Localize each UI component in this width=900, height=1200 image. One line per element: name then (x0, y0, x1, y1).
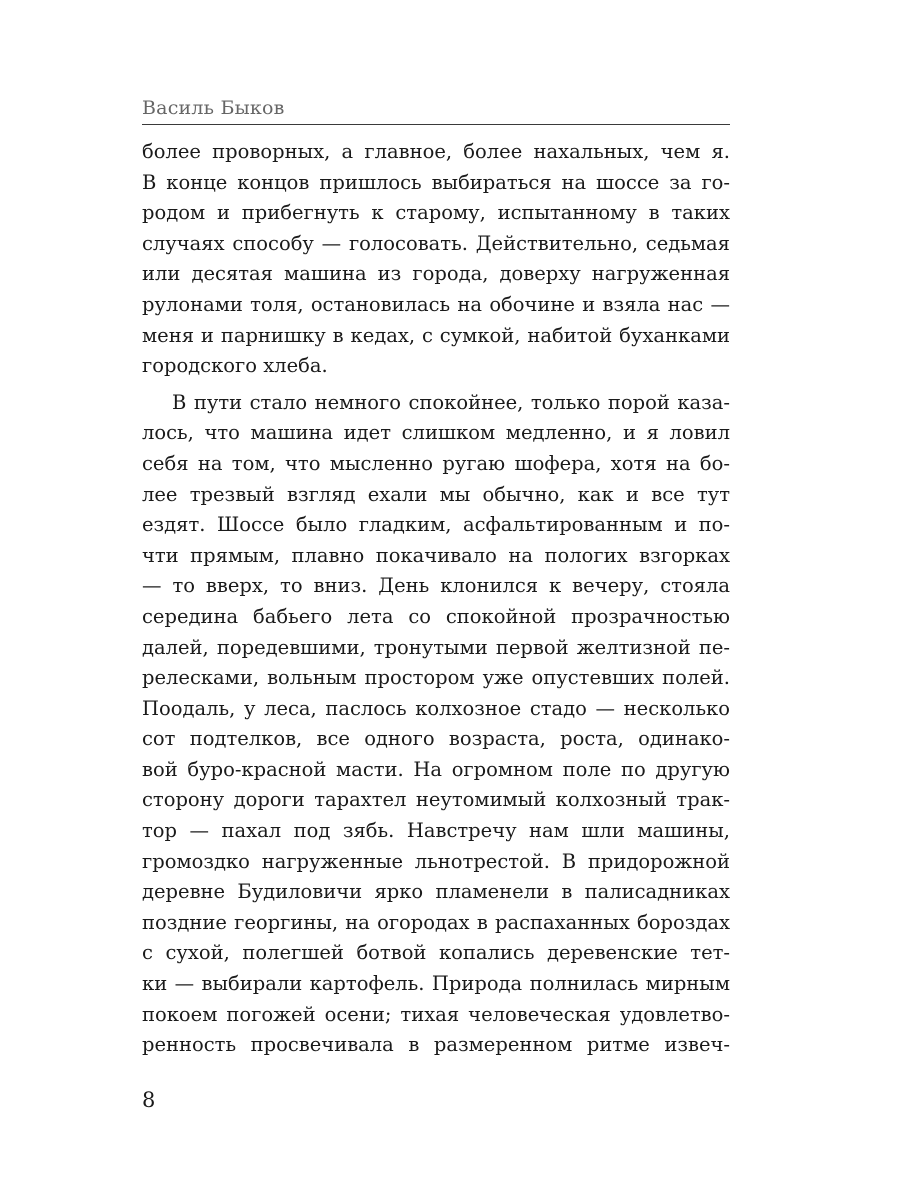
text-line: В конце концов пришлось выбираться на шоссе за го- (142, 170, 730, 194)
text-line: — то вверх, то вниз. День клонился к вечеру, стояла (142, 574, 730, 598)
text-line: релесками, вольным простором уже опустевших полей. (142, 666, 730, 690)
text-line: ренность просвечивала в размеренном ритме извеч- (142, 1033, 730, 1057)
text-line: себя на том, что мысленно ругаю шофера, хотя на бо- (142, 451, 730, 475)
text-line: далей, поредевшими, тронутыми первой желтизной пе- (142, 635, 730, 659)
text-line: более проворных, а главное, более нахальных, чем я. (142, 140, 730, 163)
text-line: с сухой, полегшей ботвой копались деревенские тет- (142, 941, 730, 965)
text-line: деревне Будиловичи ярко пламенели в палисадниках (142, 880, 730, 904)
text-line: лось, что машина идет слишком медленно, и я ловил (142, 421, 730, 445)
text-line: поздние георгины, на огородах в распаханных бороздах (142, 910, 730, 934)
text-line: громоздко нагруженные льнотрестой. В придорожной (142, 849, 730, 873)
text-line: ки — выбирали картофель. Природа полнилась мирным (142, 972, 730, 996)
running-head-author: Василь Быков (142, 97, 285, 119)
text-line: городского хлеба. (142, 354, 328, 378)
text-line: сторону дороги тарахтел неутомимый колхозный трак- (142, 788, 730, 812)
text-line: В пути стало немного спокойнее, только порой каза- (172, 390, 730, 414)
header-rule (142, 124, 730, 125)
text-line: случаях способу — голосовать. Действительно, седьмая (142, 231, 730, 255)
text-line: покоем погожей осени; тихая человеческая удовлетво- (142, 1002, 730, 1026)
text-line: Поодаль, у леса, паслось колхозное стадо — несколько (142, 696, 730, 720)
text-line: сот подтелков, все одного возраста, роста, одинако- (142, 727, 730, 751)
text-line: лее трезвый взгляд ехали мы обычно, как и все тут (142, 482, 730, 506)
text-line: или десятая машина из города, доверху нагруженная (142, 262, 730, 286)
text-line: чти прямым, плавно покачивало на пологих взгорках (142, 543, 730, 567)
text-line: тор — пахал под зябь. Навстречу нам шли машины, (142, 819, 730, 843)
text-line: рулонами толя, остановилась на обочине и взяла нас — (142, 292, 730, 316)
text-line: меня и парнишку в кедах, с сумкой, набитой буханками (142, 323, 730, 347)
text-line: вой буро-красной масти. На огромном поле по другую (142, 757, 730, 781)
page-number: 8 (142, 1088, 156, 1112)
text-line: ездят. Шоссе было гладким, асфальтированным и по- (142, 513, 730, 537)
text-line: родом и прибегнуть к старому, испытанному в таких (142, 201, 730, 225)
text-line: середина бабьего лета со спокойной прозрачностью (142, 604, 730, 628)
body-text (142, 137, 730, 1061)
